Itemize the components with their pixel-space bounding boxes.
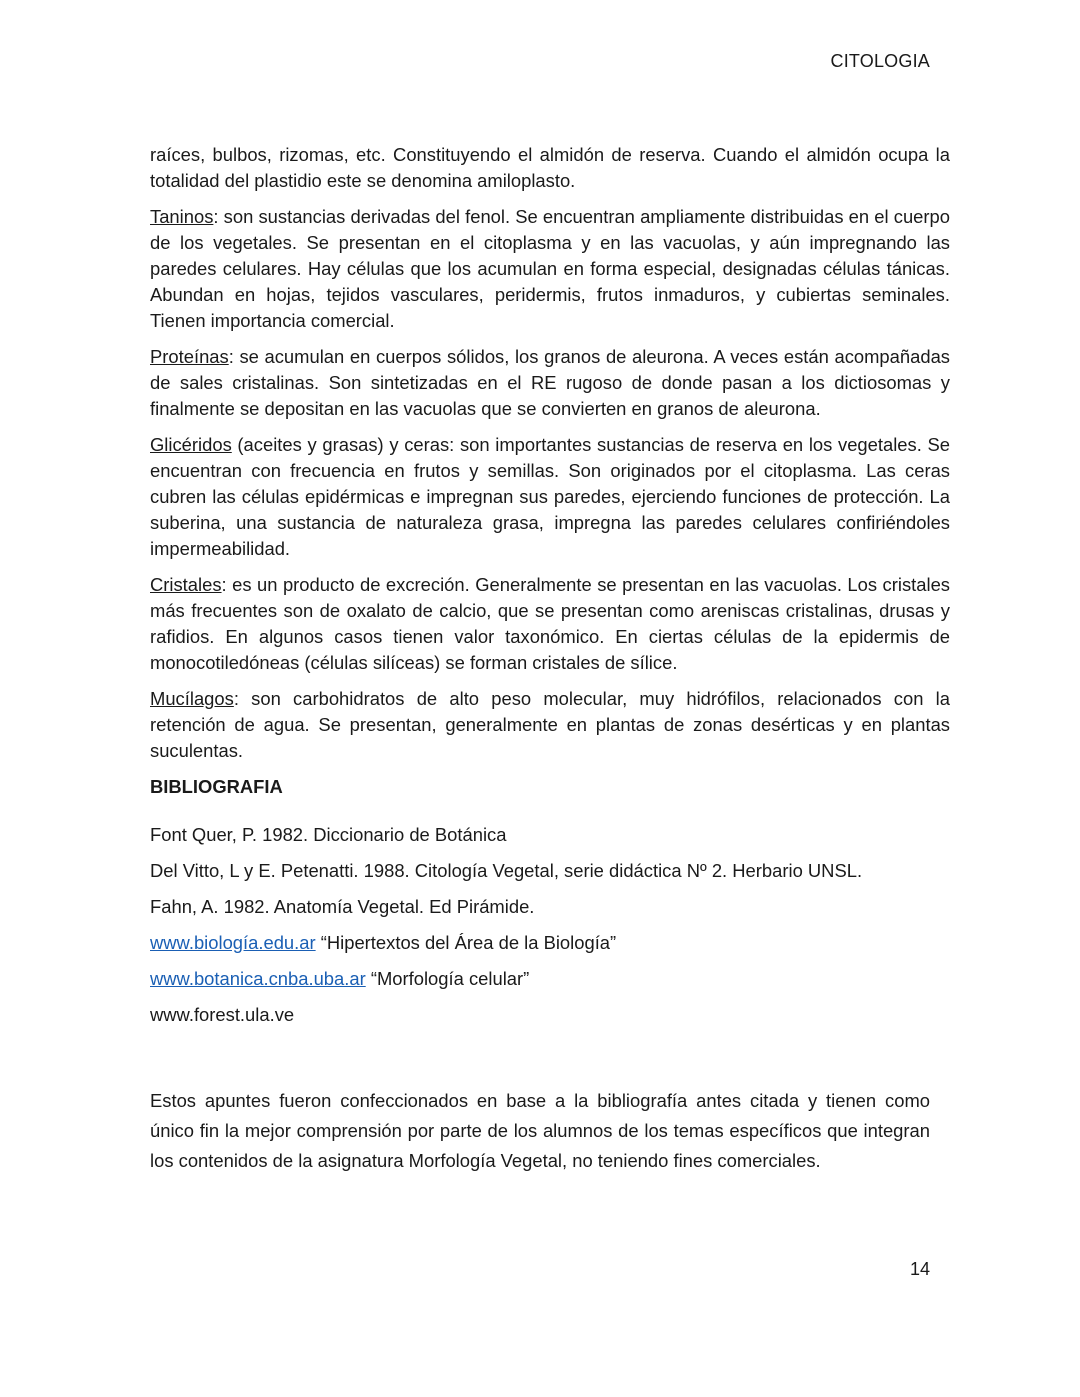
bibliography-text: “Morfología celular”: [365, 968, 530, 989]
paragraph-taninos: [150, 204, 950, 334]
biologia-link[interactable]: www.biología.edu.ar: [150, 932, 316, 953]
term-mucilagos: Mucílagos: [150, 688, 234, 709]
bibliography-text: “Hipertextos del Área de la Biología”: [315, 932, 617, 953]
bibliography-list: [150, 822, 950, 1028]
paragraph-text: se acumulan en cuerpos sólidos, los granos de aleurona. A veces están acompañadas de sales cristalinas. Son sintetizadas en el RE rugoso de donde pasan a los dictiosomas y finalmente se depositan en las vacuolas que se convierten en granos de aleurona.: [150, 346, 950, 419]
bibliography-item: [150, 930, 950, 956]
page-content: [150, 142, 950, 1194]
term-taninos: Taninos: [150, 206, 214, 227]
paragraph-text: (aceites y grasas) y ceras: son importantes sustancias de reserva en los vegetales. Se encuentran con frecuencia en frutos y semillas. Son originados por el citoplasma. Las ceras cubren las células epidérmicas e impregnan sus paredes, ejerciendo funciones de protección. La suberina, una sustancia de naturaleza grasa, impregna las paredes celulares confiriéndoles impermeabilidad.: [150, 434, 950, 559]
bibliography-item: [150, 966, 950, 992]
bibliography-text: Del Vitto, L y E. Petenatti. 1988. Citología Vegetal, serie didáctica Nº 2. Herbario UNSL.: [150, 860, 863, 881]
paragraph-gliceridos: [150, 432, 950, 562]
term-separator: :: [228, 346, 234, 367]
paragraph-text: son carbohidratos de alto peso molecular, muy hidrófilos, relacionados con la retención de agua. Se presentan, generalmente en plantas de zonas desérticas y en plantas suculentas.: [150, 688, 950, 761]
term-proteinas: Proteínas: [150, 346, 229, 367]
term-separator: :: [213, 206, 219, 227]
disclaimer-note: Estos apuntes fueron confeccionados en base a la bibliografía antes citada y tienen como único fin la mejor comprensión por parte de los alumnos de los temas específicos que integran los contenidos de la asignatura Morfología Vegetal, no teniendo fines comerciales.: [150, 1090, 930, 1171]
page-number: 14: [909, 1259, 930, 1279]
botanica-link[interactable]: www.botanica.cnba.uba.ar: [150, 968, 366, 989]
paragraph-proteinas: [150, 344, 950, 422]
paragraph-text: son sustancias derivadas del fenol. Se encuentran ampliamente distribuidas en el cuerpo de los vegetales. Se presentan en el citoplasma y en las vacuolas, y aún impregnando las paredes celulares. Hay células que los acumulan en forma especial, designadas células tánicas. Abundan en hojas, tejidos vasculares, peridermis, frutos inmaduros, y cubiertas seminales. Tienen importancia comercial.: [150, 206, 950, 331]
bibliography-item: [150, 822, 950, 848]
bibliography-text: www.forest.ula.ve: [150, 1004, 295, 1025]
bibliography-heading: BIBLIOGRAFIA: [150, 776, 283, 797]
term-separator: :: [221, 574, 227, 595]
term-cristales: Cristales: [150, 574, 222, 595]
term-separator: :: [233, 688, 239, 709]
paragraph-text: raíces, bulbos, rizomas, etc. Constituyendo el almidón de reserva. Cuando el almidón ocupa la totalidad del plastidio este se denomina amiloplasto.: [150, 144, 950, 191]
paragraph-mucilagos: [150, 686, 950, 764]
bibliography-item: [150, 1002, 950, 1028]
bibliography-text: Fahn, A. 1982. Anatomía Vegetal. Ed Pirámide.: [150, 896, 535, 917]
paragraph-cristales: [150, 572, 950, 676]
bibliography-text: Font Quer, P. 1982. Diccionario de Botánica: [150, 824, 507, 845]
paragraph-starch: [150, 142, 950, 194]
bibliography-item: [150, 858, 950, 884]
bibliography-item: [150, 894, 950, 920]
term-gliceridos: Glicéridos: [150, 434, 232, 455]
paragraph-text: es un producto de excreción. Generalmente se presentan en las vacuolas. Los cristales más frecuentes son de oxalato de calcio, que se presentan como areniscas cristalinas, drusas y rafidios. En algunos casos tienen valor taxonómico. En ciertas células de la epidermis de monocotiledóneas (células silíceas) se forman cristales de sílice.: [150, 574, 950, 673]
running-header: CITOLOGIA: [830, 51, 930, 71]
